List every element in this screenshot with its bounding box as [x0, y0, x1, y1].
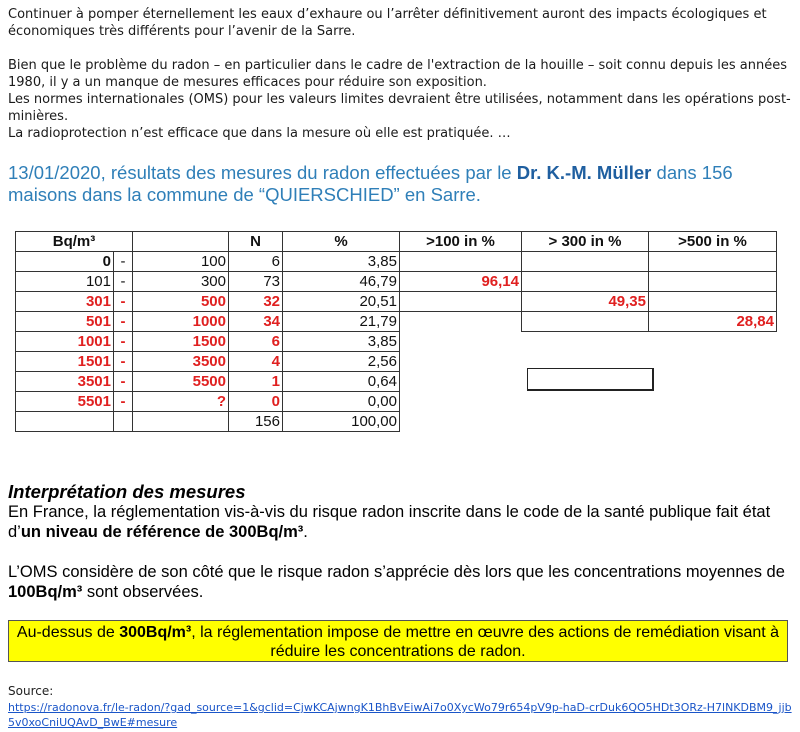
table-row	[16, 332, 777, 352]
total-empty-5	[522, 412, 649, 432]
row-n: 32	[229, 292, 283, 312]
header-gt300: > 300 in %	[522, 232, 649, 252]
p1-end: .	[303, 523, 308, 541]
row-gt500	[649, 372, 777, 392]
empty-box	[527, 368, 654, 391]
row-pct: 3,85	[283, 252, 400, 272]
row-n: 6	[229, 252, 283, 272]
row-gt500	[649, 352, 777, 372]
row-sep: -	[114, 332, 133, 352]
intro-line-1: Bien que le problème du radon – en particulier dans le cadre de l'extraction de la houille – soit connu depuis les années 1980, il y a un manque de mesures efficaces pour réduire son exposition.	[8, 58, 787, 90]
row-gt300	[522, 272, 649, 292]
row-sep: -	[114, 312, 133, 332]
row-n: 34	[229, 312, 283, 332]
table-header-row	[16, 232, 777, 252]
row-from: 101	[16, 272, 114, 292]
row-gt100	[400, 312, 522, 332]
intro-line-2: Les normes internationales (OMS) pour les valeurs limites devraient être utilisées, notamment dans les opérations post-minières.	[8, 92, 791, 124]
total-empty-2	[114, 412, 133, 432]
highlight-box	[8, 620, 788, 662]
header-gt100: >100 in %	[400, 232, 522, 252]
row-gt100	[400, 392, 522, 412]
row-pct: 3,85	[283, 332, 400, 352]
row-gt500	[649, 272, 777, 292]
p2-text: L’OMS considère de son côté que le risque radon s’apprécie dès lors que les concentrations moyennes de	[8, 563, 785, 581]
table-row	[16, 292, 777, 312]
row-sep: -	[114, 292, 133, 312]
row-n: 73	[229, 272, 283, 292]
row-gt100	[400, 352, 522, 372]
row-pct: 20,51	[283, 292, 400, 312]
p1-reference-level: un niveau de référence de 300Bq/m³	[20, 523, 304, 541]
gt300-value: 49,35	[522, 292, 649, 312]
total-empty-4	[400, 412, 522, 432]
p2-oms-level: 100Bq/m³	[8, 583, 83, 601]
row-to: ?	[133, 392, 229, 412]
table-row	[16, 272, 777, 292]
row-gt500	[649, 252, 777, 272]
row-from: 5501	[16, 392, 114, 412]
row-sep: -	[114, 372, 133, 392]
row-pct: 2,56	[283, 352, 400, 372]
row-to: 5500	[133, 372, 229, 392]
table-total-row	[16, 412, 777, 432]
row-to: 100	[133, 252, 229, 272]
row-to: 1500	[133, 332, 229, 352]
row-gt500	[649, 292, 777, 312]
row-gt100	[400, 292, 522, 312]
row-gt100	[400, 252, 522, 272]
row-gt500	[649, 332, 777, 352]
row-gt100	[400, 332, 522, 352]
total-pct: 100,00	[283, 412, 400, 432]
table-row	[16, 372, 777, 392]
row-from: 3501	[16, 372, 114, 392]
gt100-value: 96,14	[400, 272, 522, 292]
box-text-1: Au-dessus de	[16, 624, 120, 641]
row-from: 1001	[16, 332, 114, 352]
row-sep: -	[114, 272, 133, 292]
row-n: 6	[229, 332, 283, 352]
row-pct: 0,64	[283, 372, 400, 392]
source-link[interactable]: https://radonova.fr/le-radon/?gad_source=1&gclid=CjwKCAjwngK1BhBvEiwAi7o0XycWo79r654pV9p-haD-crDuk6QO5HDt3ORz-H7lNKDBM9_jjb5v0xoCniUQAvD_BwE#mesure	[8, 701, 792, 729]
radon-results-table	[15, 231, 777, 432]
row-n: 1	[229, 372, 283, 392]
row-n: 4	[229, 352, 283, 372]
header-gt500: >500 in %	[649, 232, 777, 252]
row-to: 500	[133, 292, 229, 312]
total-empty-6	[649, 412, 777, 432]
row-pct: 21,79	[283, 312, 400, 332]
row-to: 3500	[133, 352, 229, 372]
row-n: 0	[229, 392, 283, 412]
results-headline	[8, 162, 793, 206]
row-to: 300	[133, 272, 229, 292]
row-gt500	[649, 392, 777, 412]
table-row	[16, 392, 777, 412]
row-from: 1501	[16, 352, 114, 372]
source-label: Source:	[8, 684, 54, 698]
intro-paragraph-2	[8, 57, 793, 142]
row-from: 301	[16, 292, 114, 312]
headline-text-1: 13/01/2020, résultats des mesures du radon effectuées par le	[8, 162, 517, 183]
table-row	[16, 312, 777, 332]
row-from: 501	[16, 312, 114, 332]
interpretation-paragraph-1	[8, 502, 788, 542]
table-row	[16, 252, 777, 272]
total-empty-1	[16, 412, 114, 432]
gt500-value: 28,84	[649, 312, 777, 332]
intro-paragraph-1: Continuer à pomper éternellement les eaux d’exhaure ou l’arrêter définitivement auront des impacts écologiques et économiques très différents pour l’avenir de la Sarre.	[8, 7, 767, 39]
headline-author: Dr. K.-M. Müller	[516, 162, 652, 183]
row-gt300	[522, 392, 649, 412]
total-empty-3	[133, 412, 229, 432]
box-level: 300Bq/m³	[119, 624, 192, 641]
total-n: 156	[229, 412, 283, 432]
header-empty	[133, 232, 229, 252]
row-gt300	[522, 252, 649, 272]
row-from: 0	[16, 252, 114, 272]
row-sep: -	[114, 252, 133, 272]
row-gt300	[522, 312, 649, 332]
row-sep: -	[114, 352, 133, 372]
row-sep: -	[114, 392, 133, 412]
row-pct: 0,00	[283, 392, 400, 412]
headline-text-2: dans 156 maisons dans la commune de “QUIERSCHIED” en Sarre.	[8, 162, 733, 205]
p1-text: En France, la réglementation vis-à-vis du risque radon inscrite dans le code de la santé publique fait état d’	[8, 503, 771, 541]
interpretation-paragraph-2	[8, 562, 788, 602]
p2-end: sont observées.	[82, 583, 204, 601]
interpretation-title: Interprétation des mesures	[8, 481, 246, 502]
header-pct: %	[283, 232, 400, 252]
intro-line-3: La radioprotection n’est efficace que dans la mesure où elle est pratiquée. …	[8, 126, 511, 141]
header-bq: Bq/m³	[16, 232, 133, 252]
header-n: N	[229, 232, 283, 252]
row-pct: 46,79	[283, 272, 400, 292]
table-row	[16, 352, 777, 372]
row-to: 1000	[133, 312, 229, 332]
box-text-2: , la réglementation impose de mettre en œuvre des actions de remédiation visant à réduire les concentrations de radon.	[191, 624, 780, 660]
row-gt300	[522, 332, 649, 352]
row-gt100	[400, 372, 522, 392]
